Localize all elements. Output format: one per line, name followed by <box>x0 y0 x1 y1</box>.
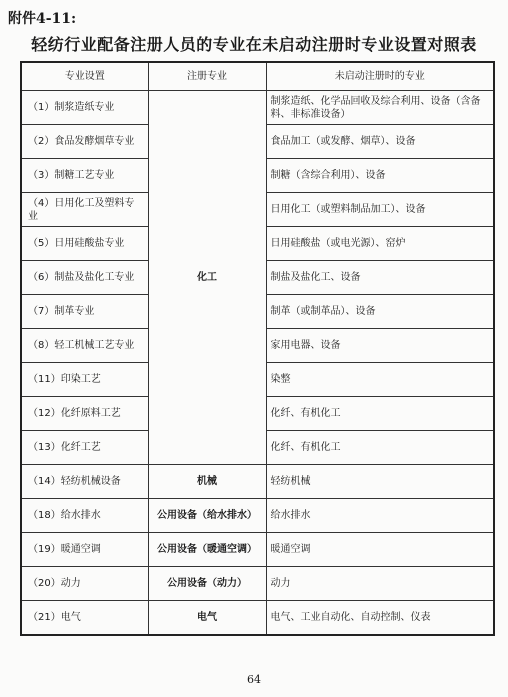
cell-registered: 化工 <box>148 91 266 465</box>
cell-registered: 电气 <box>148 601 266 636</box>
header-specialty: 专业设置 <box>21 62 148 91</box>
cell-specialty: （2）食品发酵烟草专业 <box>21 125 148 159</box>
cell-equivalent: 制盐及盐化工、设备 <box>266 261 494 295</box>
cell-equivalent: 化纤、有机化工 <box>266 431 494 465</box>
header-equivalent: 未启动注册时的专业 <box>266 62 494 91</box>
table-header-row <box>21 62 494 91</box>
table-row <box>21 499 494 533</box>
cell-equivalent: 动力 <box>266 567 494 601</box>
cell-specialty: （3）制糖工艺专业 <box>21 159 148 193</box>
header-registered: 注册专业 <box>148 62 266 91</box>
cell-specialty: （14）轻纺机械设备 <box>21 465 148 499</box>
cell-registered: 机械 <box>148 465 266 499</box>
cell-specialty: （4）日用化工及塑料专业 <box>21 193 148 227</box>
cell-specialty: （6）制盐及盐化工专业 <box>21 261 148 295</box>
cell-specialty: （18）给水排水 <box>21 499 148 533</box>
cell-specialty: （12）化纤原料工艺 <box>21 397 148 431</box>
cell-equivalent: 染整 <box>266 363 494 397</box>
cell-specialty: （13）化纤工艺 <box>21 431 148 465</box>
cell-specialty: （5）日用硅酸盐专业 <box>21 227 148 261</box>
table-row <box>21 91 494 125</box>
cell-registered: 公用设备（动力） <box>148 567 266 601</box>
cell-equivalent: 日用化工（或塑料制品加工）、设备 <box>266 193 494 227</box>
cell-registered: 公用设备（暖通空调） <box>148 533 266 567</box>
cell-equivalent: 日用硅酸盐（或电光源）、窑炉 <box>266 227 494 261</box>
document-title: 轻纺行业配备注册人员的专业在未启动注册时专业设置对照表 <box>31 35 477 54</box>
comparison-table <box>20 61 495 636</box>
page-number: 64 <box>247 673 261 686</box>
cell-specialty: （8）轻工机械工艺专业 <box>21 329 148 363</box>
cell-specialty: （11）印染工艺 <box>21 363 148 397</box>
cell-specialty: （19）暖通空调 <box>21 533 148 567</box>
table-row <box>21 533 494 567</box>
cell-equivalent: 制浆造纸、化学品回收及综合利用、设备（含备料、非标准设备） <box>266 91 494 125</box>
cell-specialty: （1）制浆造纸专业 <box>21 91 148 125</box>
cell-equivalent: 电气、工业自动化、自动控制、仪表 <box>266 601 494 636</box>
cell-equivalent: 家用电器、设备 <box>266 329 494 363</box>
cell-equivalent: 制革（或制革品）、设备 <box>266 295 494 329</box>
cell-equivalent: 给水排水 <box>266 499 494 533</box>
cell-equivalent: 轻纺机械 <box>266 465 494 499</box>
cell-registered: 公用设备（给水排水） <box>148 499 266 533</box>
cell-specialty: （7）制革专业 <box>21 295 148 329</box>
cell-equivalent: 化纤、有机化工 <box>266 397 494 431</box>
table-row <box>21 567 494 601</box>
cell-specialty: （21）电气 <box>21 601 148 636</box>
cell-equivalent: 食品加工（或发酵、烟草）、设备 <box>266 125 494 159</box>
cell-equivalent: 制糖（含综合利用）、设备 <box>266 159 494 193</box>
cell-specialty: （20）动力 <box>21 567 148 601</box>
table-row <box>21 465 494 499</box>
cell-equivalent: 暖通空调 <box>266 533 494 567</box>
table-row <box>21 601 494 636</box>
annex-label: 附件4-11: <box>8 11 77 27</box>
